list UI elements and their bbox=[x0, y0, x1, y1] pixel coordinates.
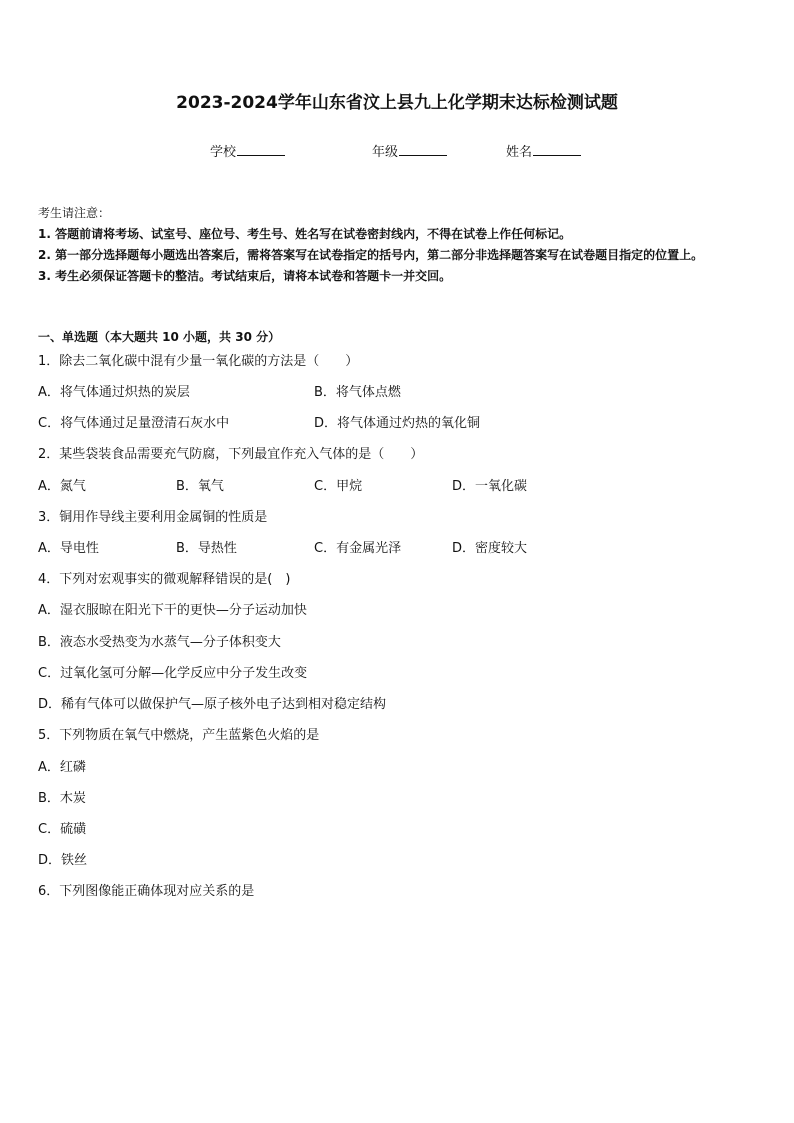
question-stem: 3．铜用作导线主要利用金属铜的性质是 bbox=[38, 510, 268, 525]
exam-notice bbox=[38, 203, 760, 287]
question-option: B．导热性 bbox=[176, 541, 237, 556]
question-option: B．将气体点燃 bbox=[314, 385, 401, 400]
question-option: A．导电性 bbox=[38, 541, 99, 556]
grade-blank bbox=[399, 143, 447, 156]
question-option: A．红磷 bbox=[38, 760, 86, 775]
question-option: D．一氧化碳 bbox=[452, 479, 528, 494]
question-stem: 2．某些袋装食品需要充气防腐，下列最宜作充入气体的是（ ） bbox=[38, 447, 424, 462]
question-option: D．密度较大 bbox=[452, 541, 528, 556]
question-stem: 4．下列对宏观事实的微观解释错误的是( ) bbox=[38, 572, 291, 587]
question-option: B．液态水受热变为水蒸气—分子体积变大 bbox=[38, 635, 281, 650]
question-option: C．过氧化氢可分解—化学反应中分子发生改变 bbox=[38, 666, 308, 681]
question-option: D．铁丝 bbox=[38, 853, 88, 868]
name-field bbox=[506, 141, 581, 160]
grade-field bbox=[372, 141, 447, 160]
school-field bbox=[210, 141, 285, 160]
notice-item: 1. 答题前请将考场、试室号、座位号、考生号、姓名写在试卷密封线内，不得在试卷上作任何标记。 bbox=[38, 227, 572, 241]
question-option: A．氮气 bbox=[38, 479, 86, 494]
page-title: 2023-2024学年山东省汶上县九上化学期末达标检测试题 bbox=[176, 93, 618, 113]
grade-label: 年级 bbox=[372, 145, 399, 160]
question-option: B．氧气 bbox=[176, 479, 224, 494]
question-option: D．将气体通过灼热的氧化铜 bbox=[314, 416, 481, 431]
school-blank bbox=[237, 143, 285, 156]
section-title: 一、单选题（本大题共 10 小题，共 30 分） bbox=[38, 330, 281, 344]
school-label: 学校 bbox=[210, 145, 237, 160]
name-label: 姓名 bbox=[506, 145, 533, 160]
question-option: D．稀有气体可以做保护气—原子核外电子达到相对稳定结构 bbox=[38, 697, 387, 712]
question-stem: 5．下列物质在氧气中燃烧，产生蓝紫色火焰的是 bbox=[38, 728, 320, 743]
notice-heading: 考生请注意： bbox=[38, 206, 111, 220]
notice-item: 3. 考生必须保证答题卡的整洁。考试结束后，请将本试卷和答题卡一并交回。 bbox=[38, 269, 452, 283]
question-option: C．甲烷 bbox=[314, 479, 363, 494]
notice-item: 2. 第一部分选择题每小题选出答案后，需将答案写在试卷指定的括号内，第二部分非选择题答案写在试卷题目指定的位置上。 bbox=[38, 248, 704, 262]
question-stem: 6．下列图像能正确体现对应关系的是 bbox=[38, 884, 255, 899]
question-option: A．将气体通过炽热的炭层 bbox=[38, 385, 190, 400]
question-stem: 1．除去二氧化碳中混有少量一氧化碳的方法是（ ） bbox=[38, 354, 359, 369]
name-blank bbox=[533, 143, 581, 156]
question-option: B．木炭 bbox=[38, 791, 86, 806]
question-option: C．有金属光泽 bbox=[314, 541, 402, 556]
question-option: C．将气体通过足量澄清石灰水中 bbox=[38, 416, 230, 431]
question-option: A．湿衣服晾在阳光下干的更快—分子运动加快 bbox=[38, 603, 307, 618]
question-option: C．硫磺 bbox=[38, 822, 87, 837]
